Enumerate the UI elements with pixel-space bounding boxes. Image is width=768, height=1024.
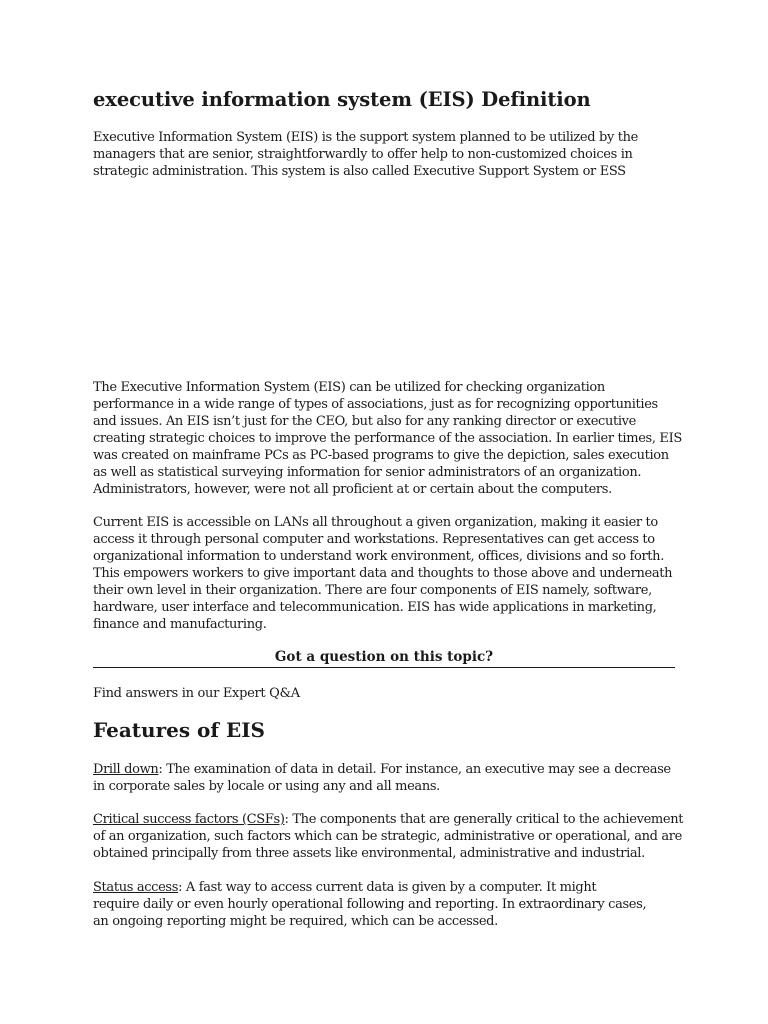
intro-line: Executive Information System (EIS) is the support system planned to be utilized by the: [93, 130, 639, 145]
feature-line: in corporate sales by locale or using any and all means.: [93, 779, 440, 794]
feature-csf: [93, 811, 683, 862]
feature-line: [93, 879, 683, 896]
feature-drill-down: [93, 761, 683, 795]
intro-line: managers that are senior, straightforwardly to offer help to non-customized choices in: [93, 147, 633, 162]
feature-status-access: [93, 879, 683, 930]
features-heading: Features of EIS: [93, 718, 266, 742]
body-line: Administrators, however, were not all proficient at or certain about the computers.: [93, 482, 612, 497]
body-line: hardware, user interface and telecommunication. EIS has wide applications in marketing,: [93, 600, 657, 615]
feature-desc: : The components that are generally critical to the achievement: [284, 812, 684, 827]
body-line: and issues. An EIS isn’t just for the CEO, but also for any ranking director or executive: [93, 414, 637, 429]
feature-term-status-access: Status access: [93, 880, 179, 895]
feature-desc: : A fast way to access current data is given by a computer. It might: [178, 880, 597, 895]
feature-line: [93, 761, 683, 778]
feature-line: require daily or even hourly operational following and reporting. In extraordinary cases,: [93, 897, 647, 912]
feature-line: of an organization, such factors which can be strategic, administrative or operational, and are: [93, 829, 683, 844]
feature-term-drill-down: Drill down: [93, 762, 159, 777]
body-line: access it through personal computer and workstations. Representatives can get access to: [93, 532, 655, 547]
page-title: executive information system (EIS) Definition: [93, 88, 591, 111]
feature-line: obtained principally from three assets like environmental, administrative and industrial.: [93, 846, 645, 861]
body-paragraph-current: [93, 514, 683, 633]
feature-line: [93, 811, 683, 828]
feature-term-csf: Critical success factors (CSFs): [93, 812, 285, 827]
feature-desc: : The examination of data in detail. For instance, an executive may see a decrease: [158, 762, 671, 777]
body-line: their own level in their organization. There are four components of EIS namely, software,: [93, 583, 652, 598]
body-line: finance and manufacturing.: [93, 617, 267, 632]
body-line: This empowers workers to give important data and thoughts to those above and underneath: [93, 566, 673, 581]
expert-qa-link[interactable]: Find answers in our Expert Q&A: [93, 686, 300, 701]
intro-line: strategic administration. This system is also called Executive Support System or ESS: [93, 164, 626, 179]
feature-line: an ongoing reporting might be required, which can be accessed.: [93, 914, 498, 929]
body-line: was created on mainframe PCs as PC-based programs to give the depiction, sales execution: [93, 448, 669, 463]
body-paragraph-history: [93, 379, 683, 498]
body-line: creating strategic choices to improve the performance of the association. In earlier times, EIS: [93, 431, 682, 446]
body-line: The Executive Information System (EIS) can be utilized for checking organization: [93, 380, 605, 395]
body-line: performance in a wide range of types of associations, just as for recognizing opportunities: [93, 397, 658, 412]
qa-heading: Got a question on this topic?: [93, 649, 675, 668]
body-line: organizational information to understand work environment, offices, divisions and so forth.: [93, 549, 664, 564]
intro-paragraph: [93, 129, 683, 180]
body-line: as well as statistical surveying information for senior administrators of an organization.: [93, 465, 642, 480]
body-line: Current EIS is accessible on LANs all throughout a given organization, making it easier to: [93, 515, 658, 530]
